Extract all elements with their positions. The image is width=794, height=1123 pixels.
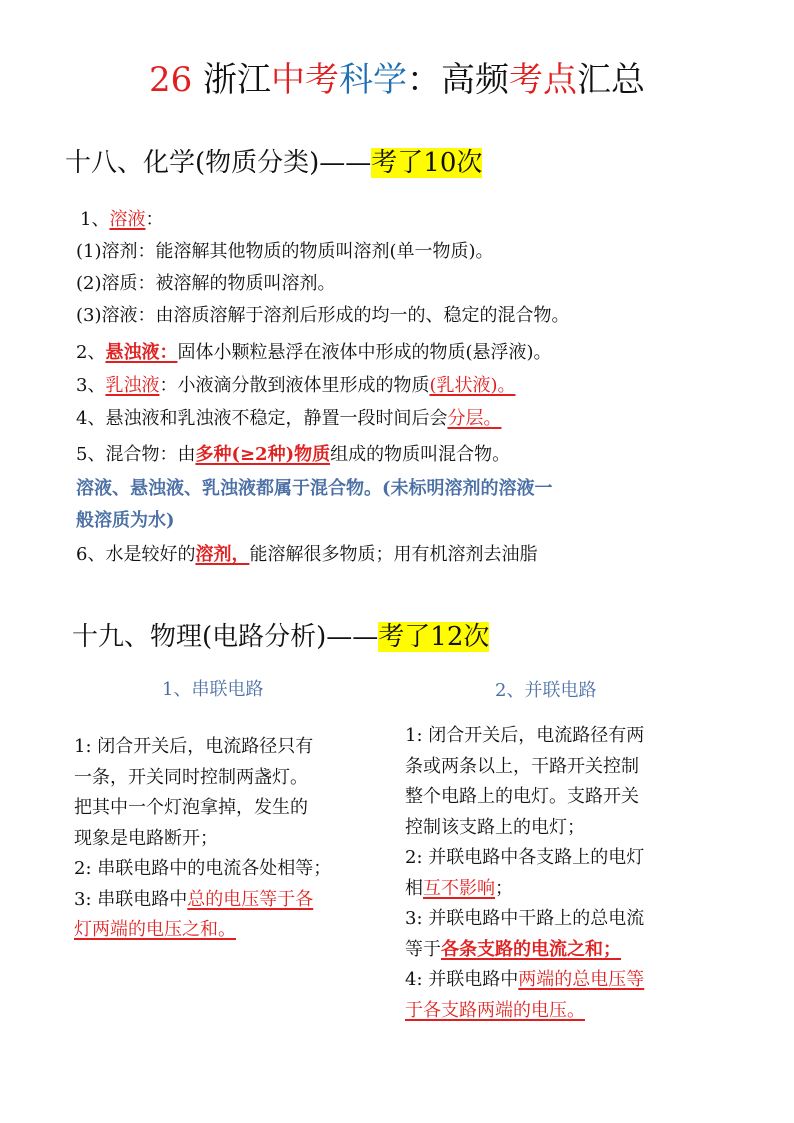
section18-badge: 考了10次: [371, 148, 483, 178]
title-part3: 科学: [339, 60, 408, 100]
s18-sub3: (3)溶液：由溶质溶解于溶剂后形成的均一的、稳定的混合物。: [76, 305, 570, 326]
term-suspension: 悬浊液：: [105, 342, 178, 363]
s18-sub1: (1)溶剂：能溶解其他物质的物质叫溶剂(单一物质)。: [76, 241, 494, 262]
s18-sub2: (2)溶质：被溶解的物质叫溶剂。: [76, 273, 336, 294]
parallel-circuit-content: 1: 闭合开关后，电流路径有两 条或两条以上，干路开关控制 整个电路上的电灯。支路开关 控制该支路上的电灯； 2: 并联电路中各支路上的电灯 相互不影响； 3: 并联电路中干路上的总电流 等于各条支路的电流之和； 4: 并联电路中两端的总电压等 于各支路两端的电压。: [405, 725, 645, 1021]
series-circuit-title: 1、串联电路: [162, 679, 264, 700]
title-year: 26: [148, 60, 193, 100]
s18-item2: 2、悬浊液：固体小颗粒悬浮在液体中形成的物质(悬浮液)。: [76, 342, 552, 363]
term-solution: 溶液: [109, 209, 146, 230]
s18-item4: 4、悬浊液和乳浊液不稳定，静置一段时间后会分层。: [76, 408, 502, 429]
title-part2: 中考: [271, 60, 340, 100]
title-part5: 考点: [509, 60, 578, 100]
s18-item1: 1、溶液：: [80, 209, 164, 230]
s18-item5: 5、混合物：由多种(≥2种)物质组成的物质叫混合物。: [76, 444, 511, 465]
title-part6: 汇总: [577, 60, 646, 100]
s18-item3: 3、乳浊液：小液滴分散到液体里形成的物质(乳状液)。: [76, 375, 516, 396]
s18-item6: 6、水是较好的溶剂，能溶解很多物质；用有机溶剂去油脂: [76, 544, 538, 565]
title-part1: 浙江: [203, 60, 272, 100]
series-circuit-content: 1: 闭合开关后，电流路径只有 一条，开关同时控制两盏灯。 把其中一个灯泡拿掉，发生的 现象是电路断开； 2: 串联电路中的电流各处相等； 3: 串联电路中总的电压等于各 灯两端的电压之和。: [74, 736, 332, 940]
s18-note-line1: 溶液、悬浊液、乳浊液都属于混合物。(未标明溶剂的溶液一: [76, 478, 553, 499]
section19-badge: 考了12次: [378, 622, 490, 652]
title-part4: ：高频: [407, 60, 510, 100]
term-emulsion: 乳浊液: [105, 375, 160, 396]
section18-heading: 十八、化学(物质分类)——考了10次: [65, 148, 483, 178]
section19-heading: 十九、物理(电路分析)——考了12次: [72, 622, 490, 652]
s18-note-line2: 般溶质为水): [76, 510, 175, 531]
page-title: [0, 52, 794, 101]
parallel-circuit-title: 2、并联电路: [495, 680, 597, 701]
